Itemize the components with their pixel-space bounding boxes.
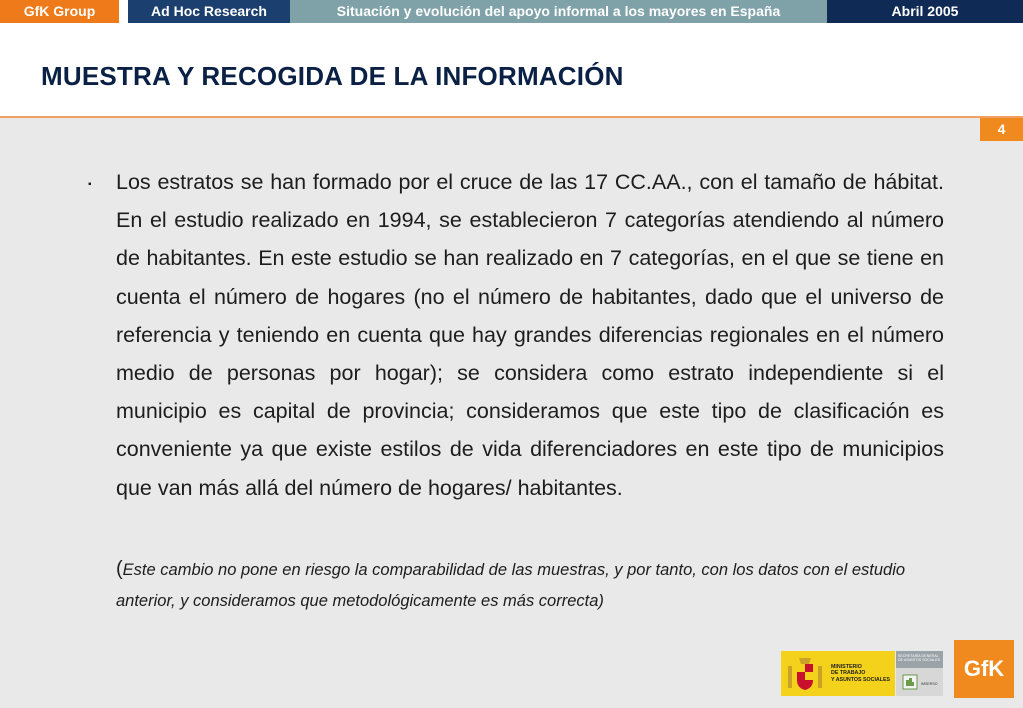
gfk-logo: GfK: [954, 640, 1014, 698]
body-paragraph: Los estratos se han formado por el cruce de las 17 CC.AA., con el tamaño de hábitat. En el estudio realizado en 1994, se establecieron 7 categorías atendiendo al número de habitantes. En este estudio se han realizado en 7 categorías, en el que se tiene en cuenta el número de hogares (no el número de habitantes, dado que el universo de referencia y teniendo en cuenta que hay grandes diferencias regionales en el número medio de personas por hogar); se considera como estrato independiente si el municipio es capital de provincia; consideramos que este tipo de clasificación es conveniente ya que existe estilos de vida diferenciadores en este tipo de municipios que van más allá del número de hogares/ habitantes.: [116, 170, 944, 500]
slide-title: MUESTRA Y RECOGIDA DE LA INFORMACIÓN: [41, 61, 624, 91]
bullet-icon: ▪: [88, 179, 92, 190]
unit-label: Ad Hoc Research: [128, 0, 290, 23]
coat-of-arms-icon: [785, 654, 825, 694]
imserso-icon: [902, 674, 918, 690]
company-label: GfK Group: [0, 0, 119, 23]
header-divider: [0, 116, 1023, 118]
note-open-paren: (: [116, 558, 123, 580]
secretaria-label: SECRETARÍA GENERAL DE ASUNTOS SOCIALES: [898, 654, 941, 663]
date-label: Abril 2005: [827, 0, 1023, 23]
note-text: Este cambio no pone en riesgo la comparabilidad de las muestras, y por tanto, con los datos con el estudio anterior, y consideramos que metodológicamente es más correcta): [116, 561, 906, 610]
ministry-label: MINISTERIO DE TRABAJO Y ASUNTOS SOCIALES: [831, 664, 891, 683]
study-title: Situación y evolución del apoyo informal a los mayores en España: [290, 0, 827, 23]
imserso-label: IMSERSO: [921, 682, 938, 686]
slide-header: [0, 23, 1023, 116]
secretaria-logo: [896, 651, 943, 696]
banner-divider: [119, 0, 128, 23]
ministry-logo: [781, 651, 895, 696]
page-number-badge: 4: [980, 118, 1023, 141]
top-banner: [0, 0, 1023, 23]
note-paragraph: [116, 554, 946, 617]
